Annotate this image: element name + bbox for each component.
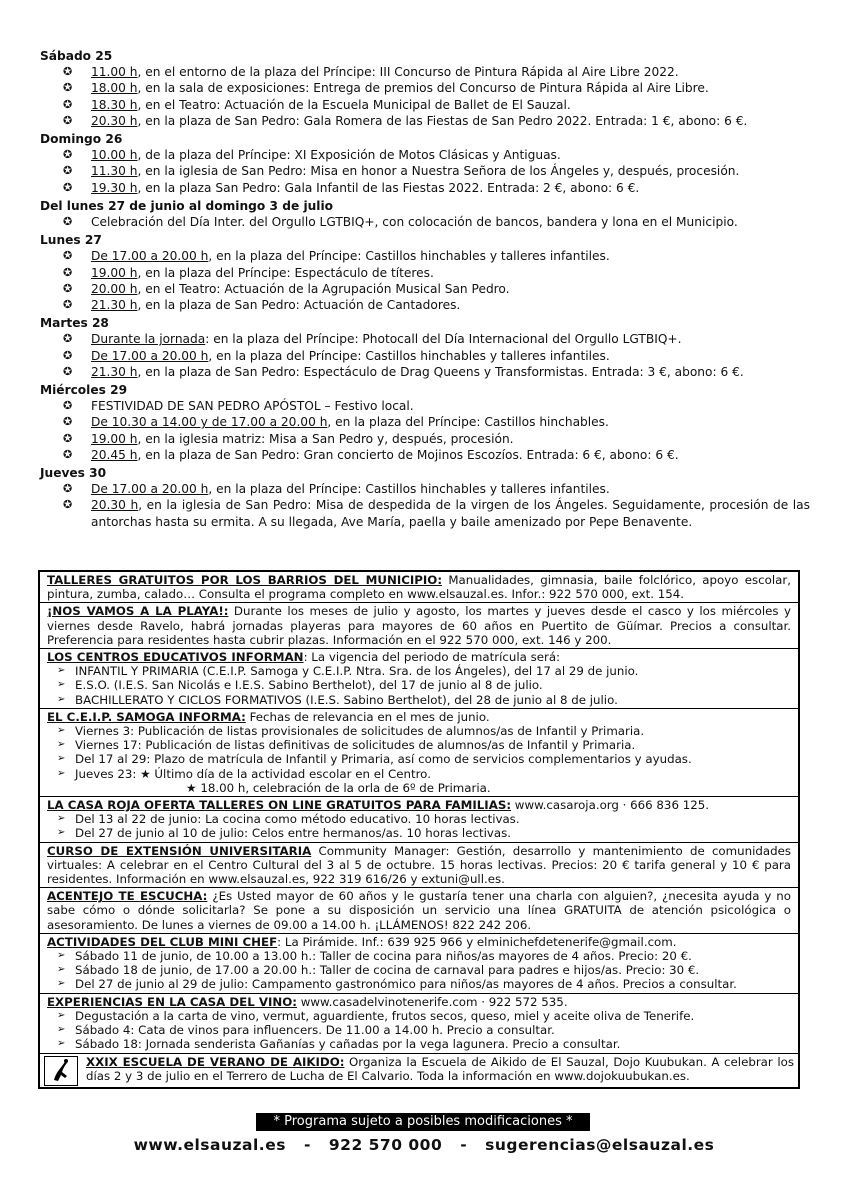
star-bullet-icon: ✪ [63,431,73,445]
event-time: 19.00 h [91,431,138,446]
talleres-head: TALLERES GRATUITOS POR LOS BARRIOS DEL MUNICIPIO: [47,573,443,587]
schedule [40,46,810,530]
star-bullet-icon: ✪ [63,81,73,95]
event-text: FESTIVIDAD DE SAN PEDRO APÓSTOL – Festivo local. [91,399,414,414]
event-item [40,447,810,463]
list-item [47,678,791,692]
list-item-text: Del 27 de junio al 29 de julio: Campamento gastronómico para niños/as mayores de 4 años. Precios a consultar. [75,977,737,992]
event-item [40,297,810,313]
star-bullet-icon: ✪ [63,415,73,429]
event-item [40,97,810,113]
list-item [47,963,791,977]
list-item-text: BACHILLERATO Y CICLOS FORMATIVOS (I.E.S. Sabino Berthelot), del 28 de junio al 8 de julio. [75,692,618,707]
curso-text: Community Manager: Gestión, desarrollo y mantenimiento de comunidades virtuales: A celebrar en el Centro Cultural del 3 al 5 de octubre. 15 horas lectivas. Precios: 20 € tarifa general y 10 € para residentes. Información en www.elsauzal.es, 922 319 616/26 y extuni@ull.es. [47,843,791,887]
aikido-head: XXIX ESCUELA DE VERANO DE AIKIDO: [86,1054,345,1069]
event-item [40,64,810,80]
centros-head: LOS CENTROS EDUCATIVOS INFORMAN [47,650,304,665]
event-item [40,248,810,264]
list-item-text: Del 13 al 22 de junio: La cocina como método educativo. 10 horas lectivas. [75,812,520,827]
event-text: , en la plaza del Príncipe: Castillos hinchables y talleres infantiles. [208,482,610,497]
event-item [40,364,810,380]
arrow-bullet-icon: ➢ [57,725,66,737]
arrow-bullet-icon: ➢ [57,679,66,691]
footer [0,1136,848,1154]
acentejo-head: ACENTEJO TE ESCUCHA: [47,889,208,904]
arrow-bullet-icon: ➢ [57,1024,66,1036]
star-bullet-icon: ✪ [63,447,73,461]
event-text: , en la iglesia de San Pedro: Misa de despedida de la virgen de los Ángeles. Seguidamente, procesión de las antorchas hasta su ermita. A su llegada, Ave María, paella y baile amenizado por Pepe Benavente. [91,498,810,529]
minichef-head: ACTIVIDADES DEL CLUB MINI CHEF [47,934,278,949]
event-item [40,80,810,96]
event-time: Durante la jornada [91,332,206,347]
list-item [47,826,791,840]
day-title: Martes 28 [40,316,109,331]
event-item [40,147,810,163]
star-bullet-icon: ✪ [63,164,73,178]
list-item-text: Sábado 11 de junio, de 10.00 a 13.00 h.: Taller de cocina para niños/as mayores de 4 años. Precio: 20 €. [75,949,692,964]
day-title: Jueves 30 [40,466,107,481]
arrow-bullet-icon: ➢ [57,950,66,962]
event-time: 21.30 h [91,298,138,313]
arrow-bullet-icon: ➢ [57,1038,66,1050]
event-time: De 17.00 a 20.00 h [91,348,209,363]
event-text: , en la plaza de San Pedro: Espectáculo de Drag Queens y Transformistas. Entrada: 3 €, abono: 6 €. [137,364,744,379]
event-item [40,163,810,179]
event-item [40,497,810,529]
minichef-text: : La Pirámide. Inf.: 639 925 966 y elminichefdetenerife@gmail.com. [277,934,677,949]
event-time: 19.00 h [91,265,138,280]
info-box [38,570,800,1089]
event-text: , en la iglesia de San Pedro: Misa en honor a Nuestra Señora de los Ángeles y, después, procesión. [137,164,740,179]
event-text: , en la plaza de San Pedro: Gala Romera de las Fiestas de San Pedro 2022. Entrada: 1 €, abono: 6 €. [137,113,748,128]
event-text: , en la plaza de San Pedro: Actuación de Cantadores. [137,298,461,313]
samoga-subitem: ★ 18.00 h, celebración de la orla de 6º de Primaria. [186,780,491,795]
casaroja-head: LA CASA ROJA OFERTA TALLERES ON LINE GRATUITOS PARA FAMILIAS: [47,798,512,813]
star-bullet-icon: ✪ [63,298,73,312]
event-text: , de la plaza del Príncipe: XI Exposición de Motos Clásicas y Antiguas. [137,148,561,163]
event-text: , en la plaza de San Pedro: Gran concierto de Mojinos Escozíos. Entrada: 6 €, abono: 6 €. [137,447,679,462]
aikido-text: Organiza la Escuela de Aikido de El Sauzal, Dojo Kuubukan. A celebrar los días 2 y 3 de julio en el Terrero de Lucha de El Calvario. Toda la información en www.dojokuubukan.es. [86,1054,794,1083]
event-item [40,331,810,347]
list-item-text: Viernes 17: Publicación de listas definitivas de solicitudes de alumnos/as de Infantil y Primaria. [75,738,636,753]
star-bullet-icon: ✪ [63,180,73,194]
event-item [40,214,810,230]
event-item [40,348,810,364]
event-item [40,398,810,414]
event-time: 20.45 h [91,447,138,462]
event-text: Celebración del Día Inter. del Orgullo LGTBIQ+, con colocación de bancos, bandera y lona en el Municipio. [91,215,738,230]
event-item [40,481,810,497]
star-bullet-icon: ✪ [63,498,73,512]
star-bullet-icon: ✪ [63,65,73,79]
star-bullet-icon: ✪ [63,348,73,362]
talleres-text: Manualidades, gimnasia, baile folclórico, apoyo escolar, pintura, zumba, calado… Consulta el programa completo en www.elsauzal.es. Infor.: 922 570 000, ext. 154. [47,573,791,602]
vino-head: EXPERIENCIAS EN LA CASA DEL VINO: [47,994,297,1009]
section-vino [40,993,798,1053]
event-item [40,113,810,129]
event-text: , en el Teatro: Actuación de la Escuela Municipal de Ballet de El Sauzal. [137,97,571,112]
disclaimer: * Programa sujeto a posibles modificaciones * [256,1113,590,1131]
list-item [47,1023,791,1037]
event-text: , en la plaza del Príncipe: Castillos hinchables y talleres infantiles. [208,348,610,363]
event-text: : en la plaza del Príncipe: Photocall del Día Internacional del Orgullo LGTBIQ+. [205,332,682,347]
event-text: , en el entorno de la plaza del Príncipe: III Concurso de Pintura Rápida al Aire Libre 2022. [137,65,679,80]
event-item [40,431,810,447]
section-curso [40,842,798,888]
star-bullet-icon: ✪ [63,332,73,346]
playa-text: Durante los meses de julio y agosto, los martes y jueves desde el casco y los miércoles y viernes desde Ravelo, habrá jornadas playeras para mayores de 60 años en Puertito de Güímar. Precios a consultar. Preferencia para residentes hasta cubrir plazas. Información en el 922 570 000, ext. 146 y 200. [47,604,791,647]
event-time: 18.30 h [91,97,138,112]
event-text: , en la sala de exposiciones: Entrega de premios del Concurso de Pintura Rápida al Aire Libre. [137,81,709,96]
list-item-text: Degustación a la carta de vino, vermut, aguardiente, frutos secos, queso, miel y aceite oliva de Tenerife. [75,1008,695,1023]
star-bullet-icon: ✪ [63,281,73,295]
footer-email-link[interactable]: sugerencias@elsauzal.es [485,1136,715,1154]
list-item [47,693,791,707]
event-time: De 10.30 a 14.00 y de 17.00 a 20.00 h [91,415,328,430]
arrow-bullet-icon: ➢ [57,1009,66,1021]
list-item-text: INFANTIL Y PRIMARIA (C.E.I.P. Samoga y C.E.I.P. Ntra. Sra. de los Ángeles), del 17 al 29 de junio. [75,664,639,679]
section-playa [40,602,798,648]
section-centros [40,648,798,708]
day-title: Miércoles 29 [40,383,128,398]
list-item [47,664,791,678]
event-time: 11.30 h [91,164,138,179]
event-time: 21.30 h [91,364,138,379]
event-time: De 17.00 a 20.00 h [91,482,209,497]
event-text: , en la plaza del Príncipe: Castillos hinchables y talleres infantiles. [208,249,610,264]
star-bullet-icon: ✪ [63,97,73,111]
star-bullet-icon: ✪ [63,265,73,279]
list-item [47,738,791,752]
playa-head: ¡NOS VAMOS A LA PLAYA!: [47,604,229,619]
centros-text: : La vigencia del periodo de matrícula será: [303,650,561,665]
footer-separator: - [303,1136,311,1154]
list-item-text: Del 27 de junio al 10 de julio: Celos entre hermanos/as. 10 horas lectivas. [75,826,511,841]
vino-text: www.casadelvinotenerife.com · 922 572 535. [296,994,568,1009]
section-casaroja [40,796,798,842]
list-item [47,949,791,963]
list-item [47,1037,791,1051]
event-item [40,414,810,430]
event-time: 20.30 h [91,498,139,513]
arrow-bullet-icon: ➢ [57,827,66,839]
star-bullet-icon: ✪ [63,215,73,229]
day-title: Lunes 27 [40,233,102,248]
section-samoga [40,708,798,796]
arrow-bullet-icon: ➢ [57,978,66,990]
star-bullet-icon: ✪ [63,113,73,127]
footer-web-link[interactable]: www.elsauzal.es [133,1136,286,1154]
list-item [47,1009,791,1023]
samoga-head: EL C.E.I.P. SAMOGA INFORMA: [47,709,246,724]
event-item [40,265,810,281]
list-item-text: Sábado 4: Cata de vinos para influencers. De 11.00 a 14.00 h. Precio a consultar. [75,1023,555,1038]
samoga-text: Fechas de relevancia en el mes de junio. [245,709,490,724]
event-item [40,180,810,196]
list-item [47,724,791,738]
section-acentejo [40,887,798,933]
list-item-text: Sábado 18 de junio, de 17.00 a 20.00 h.: Taller de cocina de carnaval para padres e hijos/as. Precio: 30 €. [75,963,700,978]
event-text: , en el Teatro: Actuación de la Agrupación Musical San Pedro. [137,281,510,296]
arrow-bullet-icon: ➢ [57,767,66,779]
list-item-text: Jueves 23: ★ Último día de la actividad escolar en el Centro. [75,766,431,781]
list-item [47,752,791,766]
event-time: 19.30 h [91,180,138,195]
event-time: 20.30 h [91,113,138,128]
event-text: , en la iglesia matriz: Misa a San Pedro y, después, procesión. [137,431,514,446]
day-title: Sábado 25 [40,49,113,63]
list-item-text: Del 17 al 29: Plazo de matrícula de Infantil y Primaria, así como de servicios complementarios y ayudas. [75,752,692,767]
list-item-text: E.S.O. (I.E.S. San Nicolás e I.E.S. Sabino Berthelot), del 17 de junio al 8 de julio. [75,678,543,693]
event-item [40,281,810,297]
event-time: 20.00 h [91,281,138,296]
event-time: 18.00 h [91,81,138,96]
arrow-bullet-icon: ➢ [57,753,66,765]
acentejo-text: ¿Es Usted mayor de 60 años y le gustaría tener una charla con alguien?, ¿necesita ayuda y no sabe cómo o dónde solicitarla? Se pone a su disposición un servicio una línea GRATUITA de atención psicológica o asesoramiento. De lunes a viernes de 09.00 a 14.00 h. ¡LLÁMENOS! 822 242 206. [47,889,792,932]
star-bullet-icon: ✪ [63,399,73,413]
aikido-logo-icon [44,1056,78,1086]
list-item-text: Viernes 3: Publicación de listas provisionales de solicitudes de alumnos/as de Infantil y Primaria. [75,724,645,739]
event-text: , en la plaza del Príncipe: Espectáculo de títeres. [137,265,434,280]
list-item [47,812,791,826]
casaroja-text: www.casaroja.org · 666 836 125. [511,798,709,813]
star-bullet-icon: ✪ [63,249,73,263]
event-text: , en la plaza San Pedro: Gala Infantil de las Fiestas 2022. Entrada: 2 €, abono: 6 €. [137,180,640,195]
list-item [47,767,791,781]
list-item-text: Sábado 18: Jornada senderista Gañanías y cañadas por la vega lagunera. Precio a consultar. [75,1037,621,1052]
arrow-bullet-icon: ➢ [57,964,66,976]
curso-head: CURSO DE EXTENSIÓN UNIVERSITARIA [47,843,312,858]
arrow-bullet-icon: ➢ [57,813,66,825]
section-aikido [40,1053,798,1087]
star-bullet-icon: ✪ [63,148,73,162]
footer-phone: 922 570 000 [328,1136,443,1154]
section-talleres [40,572,798,602]
list-item [47,977,791,991]
event-time: 10.00 h [91,148,138,163]
footer-separator: - [460,1136,468,1154]
day-title: Del lunes 27 de junio al domingo 3 de julio [40,198,334,213]
star-bullet-icon: ✪ [63,364,73,378]
arrow-bullet-icon: ➢ [57,693,66,705]
arrow-bullet-icon: ➢ [57,739,66,751]
section-minichef [40,933,798,993]
day-title: Domingo 26 [40,132,123,147]
arrow-bullet-icon: ➢ [57,665,66,677]
event-time: 11.00 h [91,65,138,80]
event-text: , en la plaza del Príncipe: Castillos hinchables. [327,415,609,430]
star-bullet-icon: ✪ [63,482,73,496]
event-time: De 17.00 a 20.00 h [91,249,209,264]
